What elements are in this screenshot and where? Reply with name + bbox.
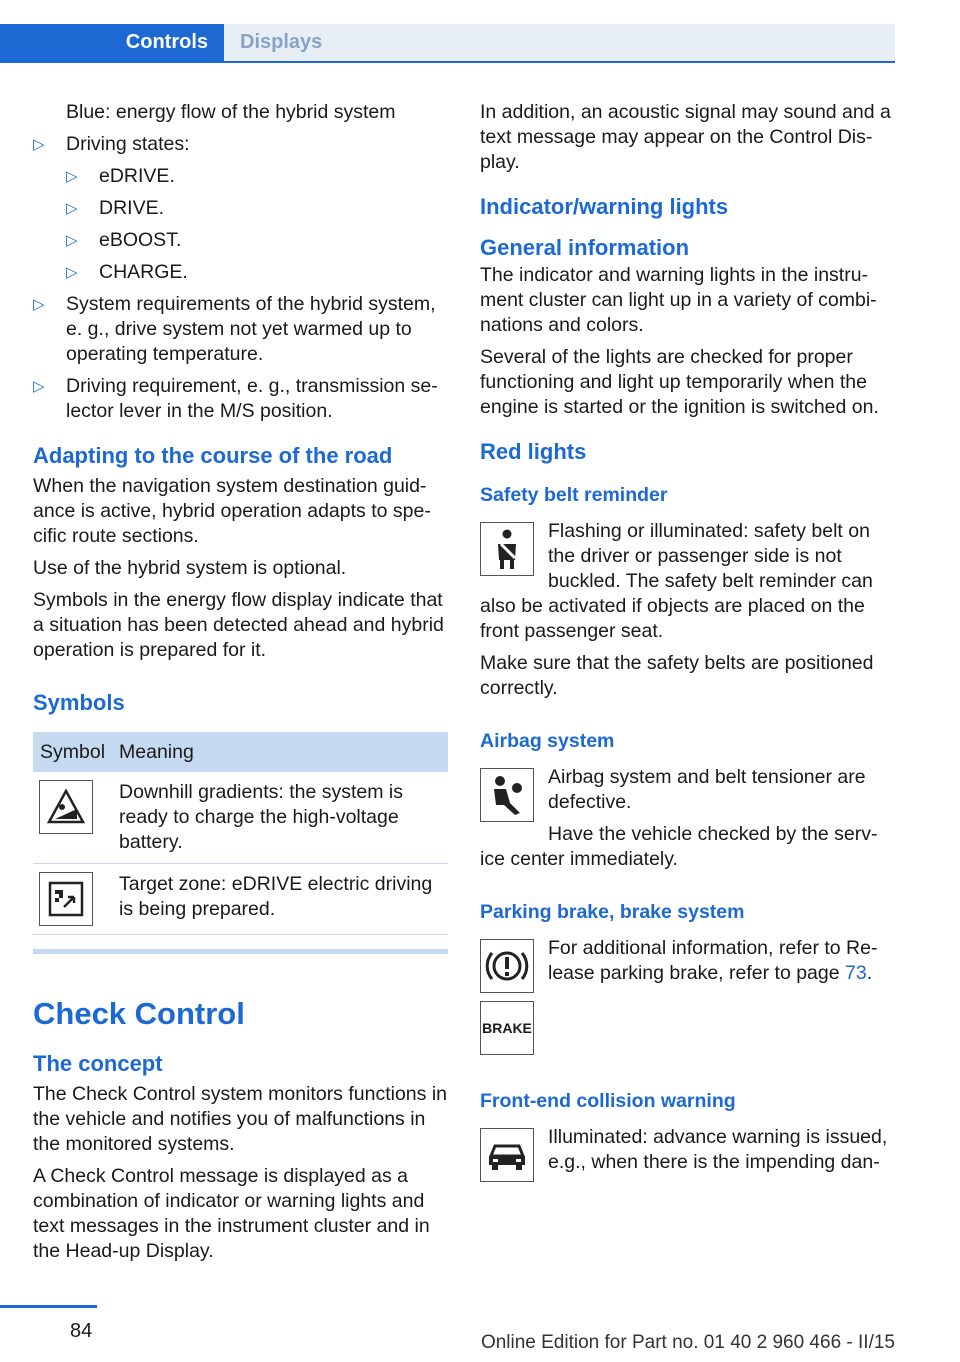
airbag-heading: Airbag system	[480, 730, 615, 752]
list-item	[66, 228, 448, 253]
symbols-table	[33, 732, 448, 935]
intro-line: Blue: energy flow of the hybrid system	[66, 101, 396, 123]
collision-paragraph: Illuminated: advance warning is issued, e.g., when there is the impending dan-	[548, 1126, 888, 1173]
page-73-link[interactable]: 73	[845, 962, 867, 984]
belt-paragraph: Flashing or illuminated: safety belt on the driver or passenger side is not buckled. The safety belt reminder can also be activated if objects are placed on the front passenger seat.	[480, 520, 873, 642]
edition-footer: Online Edition for Part no. 01 40 2 960 466 - II/15	[480, 1332, 895, 1353]
red-lights-heading: Red lights	[480, 439, 587, 464]
table-cell-meaning: Downhill gradients: the system is ready to charge the high-voltage battery.	[112, 772, 448, 864]
header-rule	[0, 61, 895, 63]
footer-rule	[0, 1305, 97, 1308]
concept-paragraph: A Check Control message is displayed as a combination of indicator or warning lights and text messages in the instrument cluster and in the Head-up Display.	[33, 1165, 430, 1262]
indicator-heading: Indicator/warning lights	[480, 194, 729, 219]
driving-state-item: eDRIVE.	[99, 165, 175, 187]
driving-state-item: CHARGE.	[99, 261, 188, 283]
table-row	[33, 772, 448, 864]
collision-warning-heading: Front-end collision warning	[480, 1090, 736, 1112]
tab-controls[interactable]: Controls	[0, 24, 224, 61]
bullet-triangle-icon: ▷	[33, 296, 45, 313]
belt-reminder-heading: Safety belt reminder	[480, 484, 668, 506]
seatbelt-icon	[480, 522, 534, 576]
concept-heading: The concept	[33, 1051, 163, 1076]
list-item	[33, 292, 448, 367]
right-column	[480, 100, 896, 1186]
table-row	[33, 864, 448, 935]
table-cell-meaning: Target zone: eDRIVE electric driving is being prepared.	[112, 864, 448, 935]
bullet-triangle-icon: ▷	[66, 232, 78, 249]
check-control-heading: Check Control	[33, 996, 245, 1031]
bullet-triangle-icon: ▷	[66, 264, 78, 281]
parking-brake-heading: Parking brake, brake system	[480, 901, 745, 923]
concept-paragraph: The Check Control system monitors functions in the vehicle and notifies you of malfunctions in the monitored systems.	[33, 1083, 447, 1155]
brake-text-icon	[480, 1001, 534, 1055]
table-bottom-rule	[33, 949, 448, 954]
general-information-heading: General information	[480, 235, 690, 260]
left-column	[33, 100, 448, 1271]
list-item	[66, 196, 448, 221]
driving-state-item: DRIVE.	[99, 197, 165, 219]
bullet-triangle-icon: ▷	[66, 168, 78, 185]
list-item	[33, 132, 448, 157]
list-item	[66, 260, 448, 285]
downhill-gradient-icon	[39, 780, 93, 834]
bullet-triangle-icon: ▷	[66, 200, 78, 217]
general-paragraph: Several of the lights are checked for proper functioning and light up temporarily when the engine is started or the ignition is switched on.	[480, 346, 879, 418]
driving-states-label: Driving states:	[66, 133, 190, 155]
top-header-bar	[0, 0, 895, 62]
target-zone-icon	[39, 872, 93, 926]
system-requirements-text: System requirements of the hybrid system, e. g., drive system not yet warmed up to operating temperature.	[66, 293, 436, 365]
general-paragraph: The indicator and warning lights in the instru-ment cluster can light up in a variety of combi-nations and colors.	[480, 264, 877, 336]
airbag-paragraph: Airbag system and belt tensioner are defective.	[548, 766, 866, 813]
table-header-symbol: Symbol	[33, 732, 112, 772]
adapting-paragraph: When the navigation system destination guid-ance is active, hybrid operation adapts to spe-cific route sections.	[33, 475, 431, 547]
adapting-paragraph: Use of the hybrid system is optional.	[33, 557, 347, 579]
list-item	[66, 164, 448, 189]
adapting-paragraph: Symbols in the energy flow display indicate that a situation has been detected ahead and hybrid operation is prepared for it.	[33, 589, 444, 661]
parking-text: For additional information, refer to Re-lease parking brake, refer to page	[548, 937, 878, 984]
car-collision-icon	[480, 1128, 534, 1182]
adapting-heading: Adapting to the course of the road	[33, 443, 393, 468]
bullet-triangle-icon: ▷	[33, 136, 45, 153]
parking-paragraph	[480, 936, 896, 986]
belt-paragraph: Make sure that the safety belts are positioned correctly.	[480, 652, 874, 699]
table-header-meaning: Meaning	[112, 732, 448, 772]
driving-state-item: eBOOST.	[99, 229, 182, 251]
airbag-icon	[480, 768, 534, 822]
page-number: 84	[70, 1320, 93, 1342]
bullet-triangle-icon: ▷	[33, 378, 45, 395]
brake-warning-icon	[480, 939, 534, 993]
table-cell-symbol	[33, 864, 112, 935]
symbols-heading: Symbols	[33, 690, 125, 715]
intro-paragraph: In addition, an acoustic signal may sound and a text message may appear on the Control Dis-play.	[480, 101, 891, 173]
list-item	[33, 374, 448, 424]
airbag-paragraph: Have the vehicle checked by the serv-ice center immediately.	[480, 823, 878, 870]
driving-requirement-text: Driving requirement, e. g., transmission se-lector lever in the M/S position.	[66, 375, 438, 422]
tab-displays[interactable]: Displays	[224, 24, 895, 61]
parking-text-end: .	[866, 962, 873, 984]
brake-icon-label: BRAKE	[482, 1019, 532, 1036]
table-header-row	[33, 732, 448, 772]
table-cell-symbol	[33, 772, 112, 864]
